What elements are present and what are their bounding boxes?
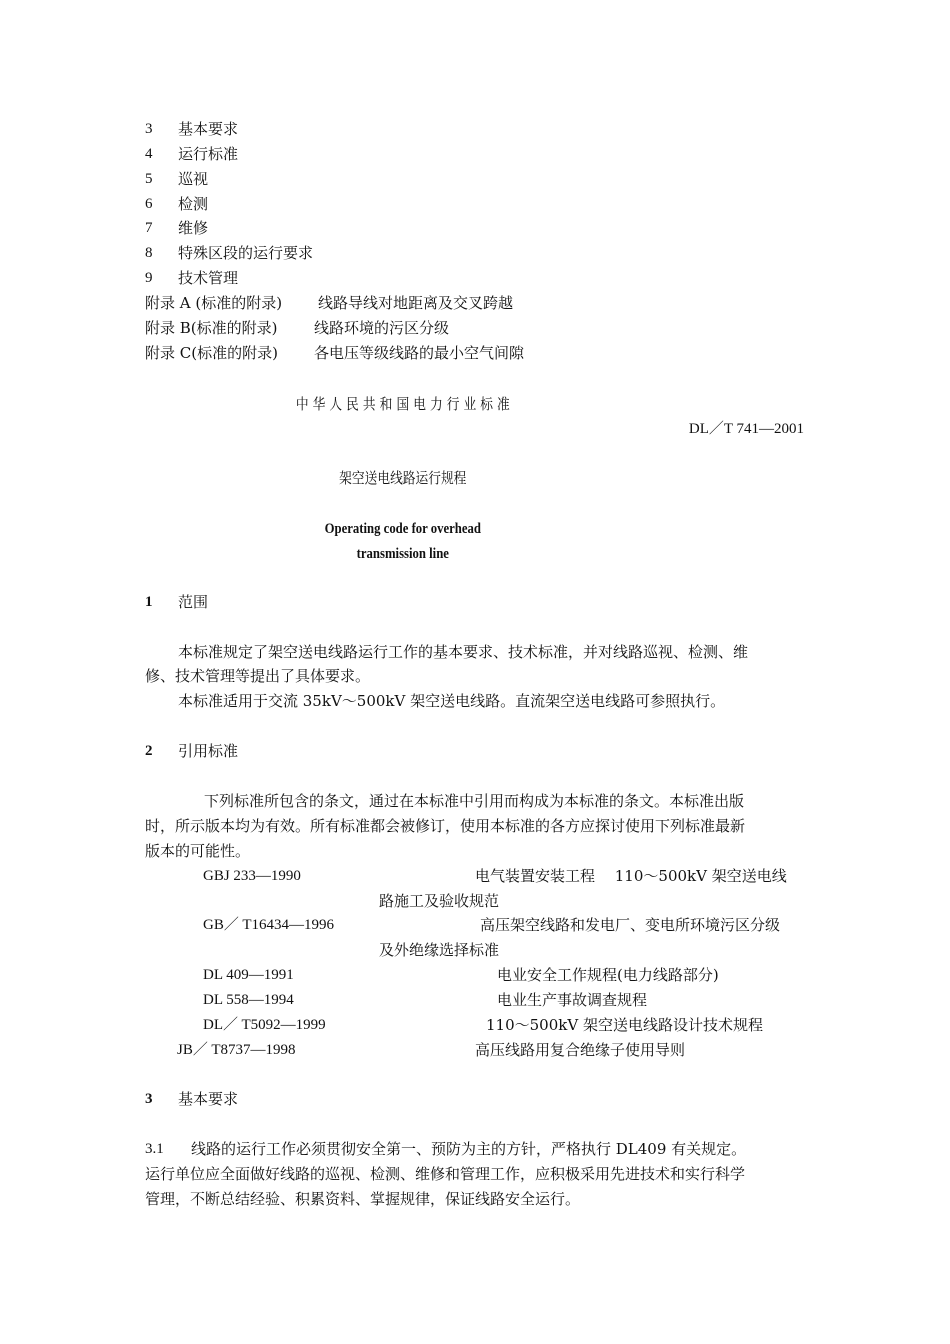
reference-code: DL 409—1991 xyxy=(203,967,294,983)
section-1-paragraph-line: 本标准规定了架空送电线路运行工作的基本要求、技术标准，并对线路巡视、检测、维 xyxy=(178,643,749,661)
section-2-heading: 引用标准 xyxy=(178,742,239,760)
section-2-paragraph-line: 版本的可能性。 xyxy=(145,842,251,860)
appendix-title: 各电压等级线路的最小空气间隙 xyxy=(314,344,525,362)
appendix-label: 附录 B(标准的附录) xyxy=(145,319,278,337)
reference-title: 高压架空线路和发电厂、变电所环境污区分级 xyxy=(480,916,781,934)
toc-num: 5 xyxy=(145,171,153,187)
reference-title: 高压线路用复合绝缘子使用导则 xyxy=(475,1041,686,1059)
toc-title: 特殊区段的运行要求 xyxy=(178,244,314,262)
reference-title: 电气装置安装工程 110～500kV 架空送电线 xyxy=(475,867,787,885)
section-1-paragraph-line: 本标准适用于交流 35kV～500kV 架空送电线路。直流架空送电线路可参照执行。 xyxy=(178,692,726,710)
toc-title: 检测 xyxy=(178,195,209,213)
toc-num: 8 xyxy=(145,245,153,261)
toc-title: 维修 xyxy=(178,219,209,237)
reference-title-continued: 路施工及验收规范 xyxy=(379,892,500,910)
toc-title: 技术管理 xyxy=(178,269,239,287)
reference-code: DL 558—1994 xyxy=(203,992,294,1008)
toc-title: 基本要求 xyxy=(178,120,239,138)
section-3-heading: 基本要求 xyxy=(178,1090,239,1108)
standard-organization: 中 华 人 民 共 和 国 电 力 行 业 标 准 xyxy=(295,395,510,413)
appendix-label: 附录 A (标准的附录) xyxy=(145,294,283,312)
page-title-en-line2: transmission line xyxy=(356,546,449,562)
section-1-heading: 范围 xyxy=(178,593,209,611)
reference-title-continued: 及外绝缘选择标准 xyxy=(379,941,500,959)
section-1-paragraph-line: 修、技术管理等提出了具体要求。 xyxy=(145,667,371,685)
clause-text-line: 管理，不断总结经验、积累资料、掌握规律，保证线路安全运行。 xyxy=(145,1190,581,1208)
page-title-cn: 架空送电线路运行规程 xyxy=(339,469,467,487)
section-2-paragraph-line: 时，所示版本均为有效。所有标准都会被修订，使用本标准的各方应探讨使用下列标准最新 xyxy=(145,817,746,835)
reference-title: 电业安全工作规程(电力线路部分) xyxy=(497,966,719,984)
section-2-number: 2 xyxy=(145,743,153,759)
reference-code: GB／ T16434—1996 xyxy=(203,917,334,933)
toc-num: 6 xyxy=(145,196,153,212)
section-2-paragraph-line: 下列标准所包含的条文，通过在本标准中引用而构成为本标准的条文。本标准出版 xyxy=(204,792,745,810)
clause-number: 3.1 xyxy=(145,1141,164,1157)
appendix-title: 线路导线对地距离及交叉跨越 xyxy=(318,294,514,312)
standard-code: DL／T 741—2001 xyxy=(688,421,804,437)
reference-code: JB／ T8737—1998 xyxy=(177,1042,296,1058)
toc-num: 4 xyxy=(145,146,153,162)
toc-num: 7 xyxy=(145,220,153,236)
section-3-number: 3 xyxy=(145,1091,153,1107)
reference-code: GBJ 233—1990 xyxy=(203,868,301,884)
toc-num: 3 xyxy=(145,121,153,137)
appendix-title: 线路环境的污区分级 xyxy=(314,319,450,337)
reference-code: DL／ T5092—1999 xyxy=(203,1017,326,1033)
page-title-en-line1: Operating code for overhead xyxy=(324,521,481,537)
clause-text-line: 线路的运行工作必须贯彻安全第一、预防为主的方针，严格执行 DL409 有关规定。 xyxy=(191,1140,747,1158)
section-1-number: 1 xyxy=(145,594,153,610)
toc-num: 9 xyxy=(145,270,153,286)
clause-text-line: 运行单位应全面做好线路的巡视、检测、维修和管理工作，应积极采用先进技术和实行科学 xyxy=(145,1165,746,1183)
appendix-label: 附录 C(标准的附录) xyxy=(145,344,278,362)
toc-title: 巡视 xyxy=(178,170,209,188)
reference-title: 110～500kV 架空送电线路设计技术规程 xyxy=(486,1016,763,1034)
toc-title: 运行标准 xyxy=(178,145,239,163)
reference-title: 电业生产事故调查规程 xyxy=(497,991,648,1009)
